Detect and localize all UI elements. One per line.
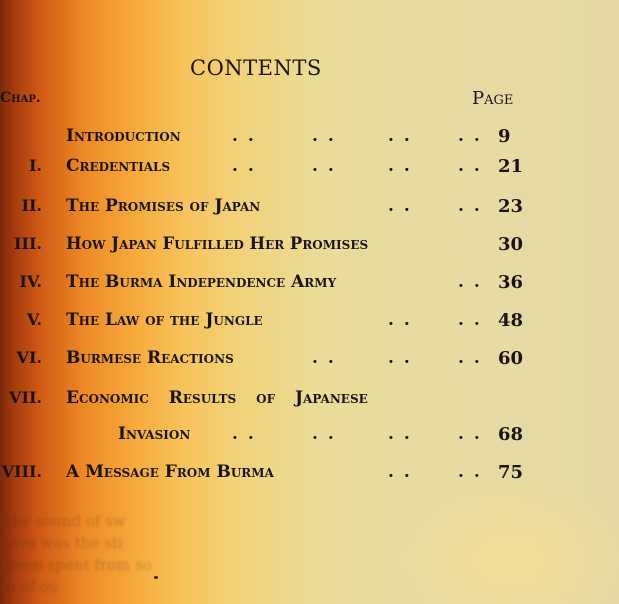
entry-number: I. (28, 156, 42, 175)
entry-number: III. (13, 234, 42, 253)
entry-title: The Promises of Japan (66, 196, 261, 216)
entry-page: 21 (498, 156, 524, 177)
entry-title: Introduction (66, 126, 181, 146)
leader-dots: . . (458, 156, 482, 176)
chapter-column-header: Chap. (0, 90, 41, 106)
bleed-through-line: n of ou (6, 578, 59, 596)
entry-title: The Burma Independence Army (66, 272, 337, 292)
entry-page: 75 (498, 462, 524, 483)
toc-entry-introduction (0, 126, 619, 156)
toc-entry-1 (0, 156, 619, 186)
leader-dots: . . (232, 126, 256, 146)
entry-number: VI. (16, 348, 42, 367)
entry-title-continued: Invasion (118, 424, 191, 444)
entry-page: 23 (498, 196, 524, 217)
toc-entry-4 (0, 272, 619, 302)
toc-entry-7-continued (0, 424, 619, 454)
bleed-through-line: sive was the sti (6, 534, 123, 552)
entry-page: 60 (498, 348, 524, 369)
leader-dots: . . (312, 348, 336, 368)
entry-title: A Message From Burma (66, 462, 274, 482)
leader-dots: . . (458, 348, 482, 368)
toc-entry-8 (0, 462, 619, 492)
bleed-through-line: been spent from so (6, 556, 152, 574)
leader-dots: . . (388, 310, 412, 330)
entry-number: II. (21, 196, 42, 215)
leader-dots: . . (458, 310, 482, 330)
entry-page: 9 (498, 126, 511, 147)
leader-dots: . . (388, 126, 412, 146)
leader-dots: . . (312, 424, 336, 444)
page-column-header: Page (472, 88, 514, 109)
leader-dots: . . (312, 126, 336, 146)
leader-dots: . . (312, 156, 336, 176)
leader-dots: . . (388, 462, 412, 482)
toc-entry-5 (0, 310, 619, 340)
bleed-through-line: the sound of sw (6, 512, 126, 530)
leader-dots: . . (458, 462, 482, 482)
leader-dots: . . (388, 196, 412, 216)
leader-dots: . . (458, 196, 482, 216)
ink-speck (154, 576, 158, 579)
entry-title: Burmese Reactions (66, 348, 234, 368)
entry-title: The Law of the Jungle (66, 310, 263, 330)
entry-title: How Japan Fulfilled Her Promises (66, 234, 369, 253)
entry-page: 48 (498, 310, 524, 331)
leader-dots: . . (458, 272, 482, 292)
entry-page: 68 (498, 424, 524, 445)
entry-number: VIII. (1, 462, 42, 481)
leader-dots: . . (232, 156, 256, 176)
entry-title: Economic Results of Japanese (66, 388, 368, 408)
entry-title: Credentials (66, 156, 171, 176)
leader-dots: . . (458, 126, 482, 146)
leader-dots: . . (232, 424, 256, 444)
entry-number: VII. (9, 388, 42, 407)
leader-dots: . . (388, 424, 412, 444)
entry-page: 36 (498, 272, 524, 293)
toc-entry-6 (0, 348, 619, 378)
toc-entry-7 (0, 388, 619, 418)
toc-entry-3 (0, 234, 619, 264)
leader-dots: . . (388, 348, 412, 368)
entry-page: 30 (498, 234, 524, 255)
toc-entry-2 (0, 196, 619, 226)
leader-dots: . . (388, 156, 412, 176)
entry-number: IV. (19, 272, 42, 291)
contents-heading: CONTENTS (190, 56, 322, 80)
leader-dots: . . (458, 424, 482, 444)
entry-number: V. (26, 310, 42, 329)
